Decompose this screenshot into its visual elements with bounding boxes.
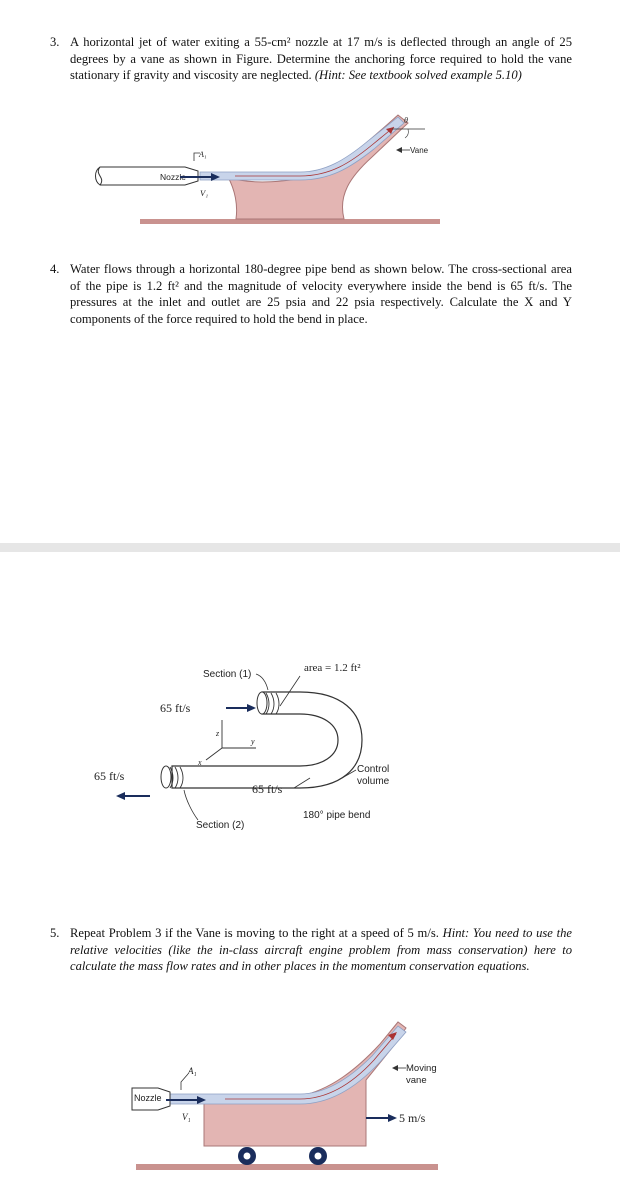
vane-cart-body [204,1022,406,1146]
section-2-pointer [184,790,198,820]
inlet-velocity-arrowhead [247,704,256,712]
area-marker [181,1074,188,1090]
problem-text-block [70,261,572,327]
axis-z-label: z [216,729,220,738]
bend-label: 180° pipe bend [303,810,371,821]
vane-label: Vane [410,146,429,155]
angle-label: θ [404,116,408,125]
problem-number: 5. [50,926,60,940]
cart-wheel-hub [244,1153,251,1160]
speed-label: 5 m/s [399,1111,426,1125]
moving-vane-label: Moving [406,1063,437,1074]
outlet-velocity-arrowhead [116,792,125,800]
ground [140,219,440,224]
nozzle-label: Nozzle [160,172,186,182]
problem-number: 3. [50,35,60,49]
speed-arrowhead [388,1114,397,1122]
problem-hint: Hint: You need to use the relative velocities (like the in-class aircraft engine problem from mass conservation) here to calculate the mass flow rates and in other places in the momentum conservation equations. [70,926,573,973]
axis-x-line [206,748,222,760]
control-volume-label: Control [357,764,390,775]
problem-3 [52,34,572,84]
problem-text-block [70,34,572,84]
area-label: area = 1.2 ft² [304,662,361,674]
outlet-velocity-label: 65 ft/s [94,769,125,783]
problem-text: Water flows through a horizontal 180-degree pipe bend as shown below. The cross-sectional area of the pipe is 1.2 ft² and the magnitude of velocity everywhere inside the bend is 65 ft/s. The pressures at the inlet and outlet are 25 psia and 22 psia respectively. Calculate the X and Y components of the force required to hold the bend in place. [70,262,572,326]
velocity-label: V₁ [182,1112,191,1122]
axis-y-label: y [251,737,255,746]
area-label: A₁ [199,150,207,159]
nozzle-label: Nozzle [134,1093,162,1103]
velocity-label: V₁ [200,188,209,198]
figure-moving-vane [0,1010,620,1190]
moving-vane-label: vane [406,1075,427,1086]
control-volume-label: volume [357,776,390,787]
page-divider [0,543,620,552]
section-1-pointer [256,674,268,690]
vane-pointer-head [396,147,402,153]
ground [136,1164,438,1170]
water-jet [200,117,404,180]
problem-number: 4. [50,262,60,276]
water-jet [168,1026,406,1104]
angle-arc [405,129,408,138]
problem-text: Repeat Problem 3 if the Vane is moving to the right at a speed of 5 m/s. [70,926,439,940]
bend-velocity-label: 65 ft/s [252,782,283,796]
figure-stationary-vane [0,105,620,235]
section-2-label: Section (2) [196,820,245,831]
problem-text-block [70,925,572,975]
problem-text: A horizontal jet of water exiting a 55-cm² nozzle at 17 m/s is deflected through an angle of 25 degrees by a vane as shown in Figure. Determine the anchoring force required to hold the vane stationary if gravity and viscosity are neglected. [70,35,572,82]
problem-4 [52,261,572,327]
section-1-label: Section (1) [203,669,252,680]
area-label: A₁ [188,1066,197,1076]
inlet-velocity-label: 65 ft/s [160,701,191,715]
figure-pipe-bend [0,650,620,840]
axis-x-label: x [198,758,202,767]
problem-5 [52,925,572,975]
cart-wheel-hub [315,1153,322,1160]
moving-vane-pointer-head [392,1065,398,1071]
problem-hint: (Hint: See textbook solved example 5.10) [314,68,522,82]
